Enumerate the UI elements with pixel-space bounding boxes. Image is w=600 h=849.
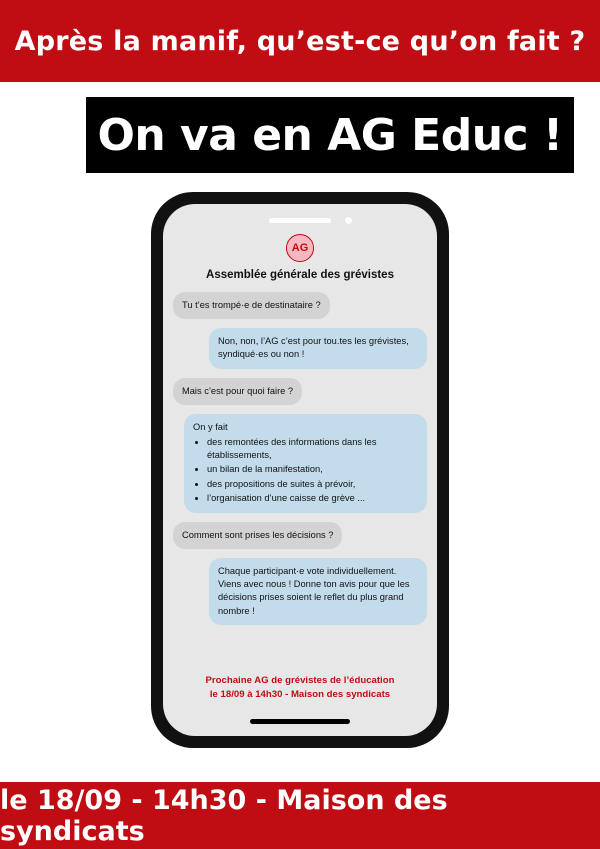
top-banner-text: Après la manif, qu’est-ce qu’on fait ?	[14, 25, 586, 57]
bubble-bullet-list	[193, 436, 418, 505]
front-camera-icon	[345, 217, 352, 224]
list-item: • des remontées des informations dans les établissements,	[207, 436, 418, 462]
phone-footer-note	[163, 674, 437, 702]
chat-header	[163, 234, 437, 281]
phone-screen	[163, 204, 437, 736]
bottom-banner	[0, 782, 600, 849]
list-item	[173, 522, 427, 549]
headline-text: On va en AG Educ !	[97, 109, 563, 161]
list-item: • des propositions de suites à prévoir,	[207, 478, 418, 491]
chat-bubble-incoming: Comment sont prises les décisions ?	[173, 522, 342, 549]
chat-bubble-outgoing: Non, non, l’AG c’est pour tou.tes les grévistes, syndiqué·es ou non !	[209, 328, 427, 368]
list-item	[173, 414, 427, 513]
list-item	[173, 378, 427, 405]
phone-footer-note-line1: Prochaine AG de grévistes de l’éducation	[205, 675, 395, 687]
chat-bubble-outgoing-list	[184, 414, 427, 513]
message-list	[163, 292, 437, 634]
bottom-banner-text: le 18/09 - 14h30 - Maison des syndicats	[0, 784, 448, 847]
avatar	[286, 234, 314, 262]
list-item	[173, 292, 427, 319]
phone-footer-note-line2: le 18/09 à 14h30 - Maison des syndicats	[209, 689, 391, 701]
home-indicator	[250, 719, 350, 724]
list-item: • l’organisation d’une caisse de grève ...	[207, 492, 418, 505]
chat-bubble-outgoing: Chaque participant·e vote individuellement. Viens avec nous ! Donne ton avis pour que les décisions prises soient le reflet du plus grand nombre !	[209, 558, 427, 625]
chat-bubble-incoming: Mais c’est pour quoi faire ?	[173, 378, 302, 405]
list-item	[173, 328, 427, 368]
speaker-grille-icon	[269, 218, 331, 223]
avatar-initials: AG	[291, 241, 309, 254]
top-banner	[0, 0, 600, 82]
chat-bubble-incoming: Tu t’es trompé·e de destinataire ?	[173, 292, 330, 319]
bubble-lead-text: On y fait	[193, 421, 228, 432]
headline-box	[86, 97, 574, 173]
list-item: • un bilan de la manifestation,	[207, 463, 418, 476]
list-item	[173, 558, 427, 625]
chat-title: Assemblée générale des grévistes	[206, 269, 394, 281]
phone-mockup	[151, 192, 449, 748]
